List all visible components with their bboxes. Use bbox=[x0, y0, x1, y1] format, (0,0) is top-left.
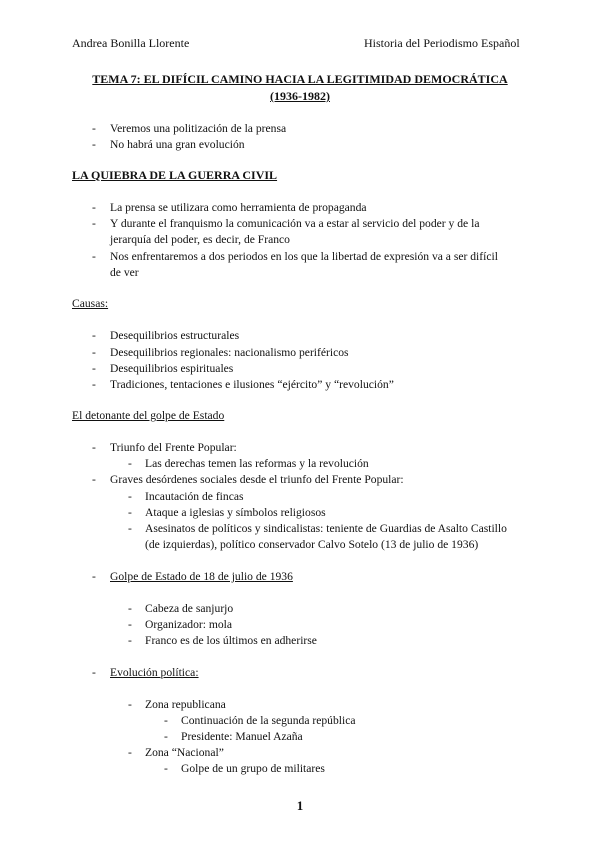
bullet-dash: - bbox=[128, 522, 132, 535]
bullet-dash: - bbox=[92, 473, 96, 486]
bullet-dash: - bbox=[128, 634, 132, 647]
bullet-dash: - bbox=[92, 122, 96, 135]
header-author: Andrea Bonilla Llorente bbox=[72, 36, 190, 50]
bullet-dash: - bbox=[128, 490, 132, 503]
intro-item: No habrá una gran evolución bbox=[110, 138, 245, 151]
detonante-subitem-cont: (de izquierdas), político conservador Calvo Sotelo (13 de julio de 1936) bbox=[145, 538, 479, 551]
bullet-dash: - bbox=[164, 762, 168, 775]
bullet-dash: - bbox=[92, 217, 96, 230]
bullet-dash: - bbox=[92, 362, 96, 375]
bullet-dash: - bbox=[128, 506, 132, 519]
section-bullet-cont: de ver bbox=[110, 266, 139, 279]
section-heading: LA QUIEBRA DE LA GUERRA CIVIL bbox=[72, 168, 278, 182]
zona-nacional-item: Golpe de un grupo de militares bbox=[181, 762, 325, 775]
bullet-dash: - bbox=[92, 138, 96, 151]
bullet-dash: - bbox=[128, 618, 132, 631]
bullet-dash: - bbox=[92, 570, 96, 583]
section-bullet: Y durante el franquismo la comunicación va a estar al servicio del poder y de la bbox=[110, 217, 480, 230]
zona-republicana-item: Continuación de la segunda república bbox=[181, 714, 356, 727]
zona-republicana-item: Presidente: Manuel Azaña bbox=[181, 730, 303, 743]
causa-item: Desequilibrios regionales: nacionalismo periféricos bbox=[110, 346, 349, 359]
golpe-item: Cabeza de sanjurjo bbox=[145, 602, 234, 615]
bullet-dash: - bbox=[128, 698, 132, 711]
page-number: 1 bbox=[296, 798, 304, 813]
zona-republicana: Zona republicana bbox=[145, 698, 226, 711]
bullet-dash: - bbox=[128, 457, 132, 470]
detonante-item: Triunfo del Frente Popular: bbox=[110, 441, 237, 454]
bullet-dash: - bbox=[128, 602, 132, 615]
bullet-dash: - bbox=[92, 346, 96, 359]
document-title: TEMA 7: EL DIFÍCIL CAMINO HACIA LA LEGITIMIDAD DEMOCRÁTICA bbox=[92, 72, 508, 86]
intro-item: Veremos una politización de la prensa bbox=[110, 122, 287, 135]
bullet-dash: - bbox=[164, 730, 168, 743]
bullet-dash: - bbox=[92, 666, 96, 679]
document-title-years: (1936-1982) bbox=[270, 89, 330, 103]
causa-item: Desequilibrios espirituales bbox=[110, 362, 234, 375]
detonante-subitem: Asesinatos de políticos y sindicalistas: teniente de Guardias de Asalto Castillo bbox=[145, 522, 507, 535]
bullet-dash: - bbox=[92, 201, 96, 214]
evolucion-heading: Evolución política: bbox=[110, 666, 199, 679]
detonante-subitem: Las derechas temen las reformas y la revolución bbox=[145, 457, 369, 470]
detonante-subitem: Incautación de fincas bbox=[145, 490, 244, 503]
detonante-subitem: Ataque a iglesias y símbolos religiosos bbox=[145, 506, 326, 519]
detonante-item: Graves desórdenes sociales desde el triunfo del Frente Popular: bbox=[110, 473, 404, 486]
section-bullet: Nos enfrentaremos a dos periodos en los que la libertad de expresión va a ser difícil bbox=[110, 250, 498, 263]
golpe-item: Franco es de los últimos en adherirse bbox=[145, 634, 317, 647]
bullet-dash: - bbox=[128, 746, 132, 759]
bullet-dash: - bbox=[92, 250, 96, 263]
causas-heading: Causas: bbox=[72, 297, 109, 310]
bullet-dash: - bbox=[92, 378, 96, 391]
section-bullet: La prensa se utilizara como herramienta de propaganda bbox=[110, 201, 367, 214]
bullet-dash: - bbox=[164, 714, 168, 727]
section-bullet-cont: jerarquía del poder, es decir, de Franco bbox=[110, 233, 290, 246]
causa-item: Desequilibrios estructurales bbox=[110, 329, 240, 342]
golpe-item: Organizador: mola bbox=[145, 618, 233, 631]
zona-nacional: Zona “Nacional” bbox=[145, 746, 224, 759]
causa-item: Tradiciones, tentaciones e ilusiones “ejército” y “revolución” bbox=[110, 378, 394, 391]
bullet-dash: - bbox=[92, 329, 96, 342]
detonante-heading: El detonante del golpe de Estado bbox=[72, 409, 225, 422]
golpe-heading: Golpe de Estado de 18 de julio de 1936 bbox=[110, 570, 293, 583]
bullet-dash: - bbox=[92, 441, 96, 454]
header-course: Historia del Periodismo Español bbox=[364, 36, 520, 50]
